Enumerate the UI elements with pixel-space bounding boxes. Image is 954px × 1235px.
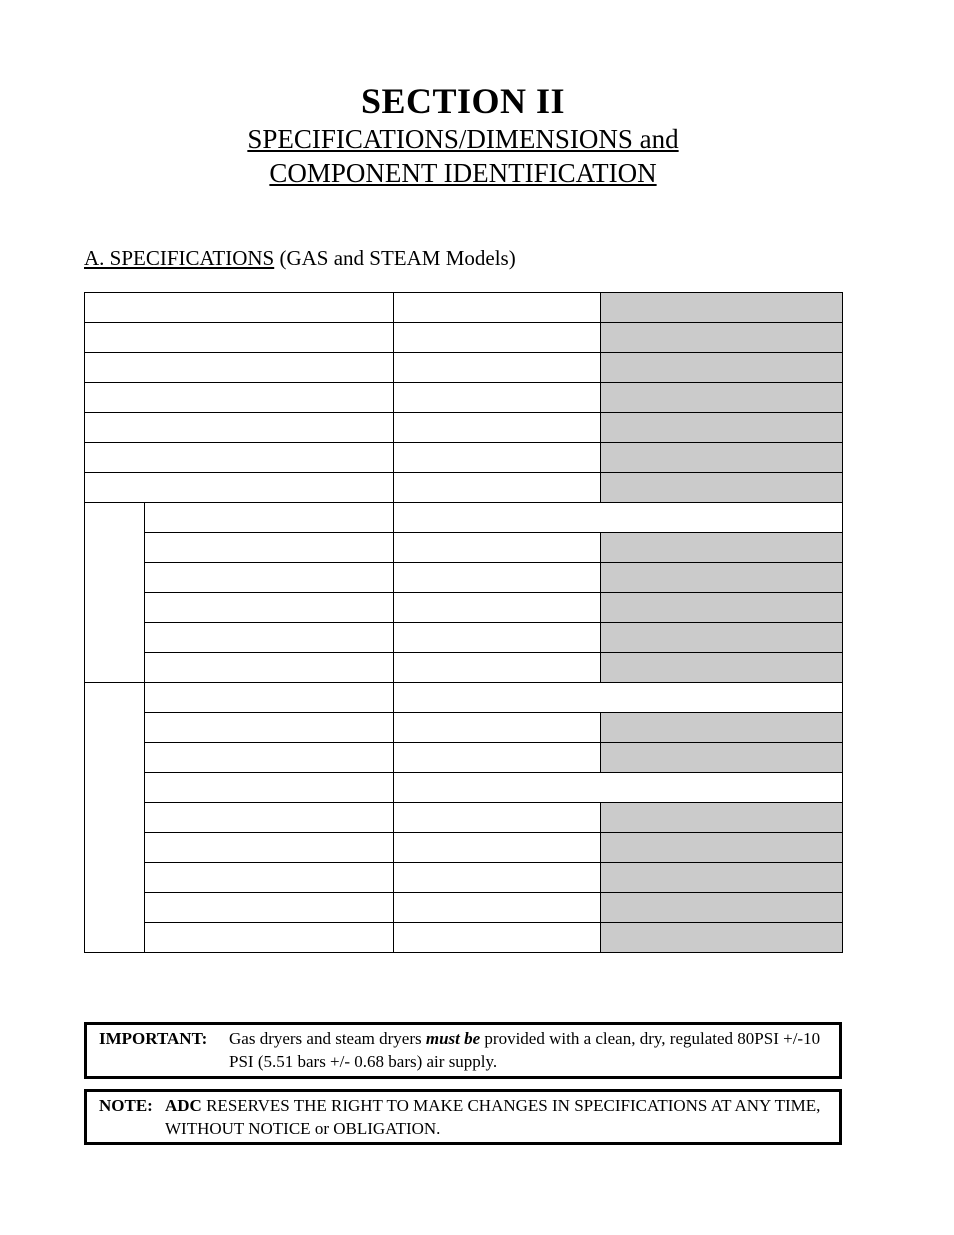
spec-label-cell — [144, 892, 394, 923]
spec-value-cell — [393, 712, 601, 743]
spec-value-cell — [393, 892, 601, 923]
spec-shaded-cell — [600, 922, 843, 953]
spec-shaded-cell — [600, 742, 843, 773]
spec-shaded-cell — [600, 622, 843, 653]
group-label-cell — [84, 502, 145, 683]
spec-value-cell — [393, 802, 601, 833]
spec-label-cell — [144, 742, 394, 773]
spec-label-cell — [144, 502, 394, 533]
spec-shaded-cell — [600, 442, 843, 473]
spec-shaded-cell — [600, 562, 843, 593]
spec-shaded-cell — [600, 322, 843, 353]
spec-value-cell — [393, 532, 601, 563]
spec-label-cell — [144, 562, 394, 593]
spec-label-cell — [144, 832, 394, 863]
spec-merged-cell — [393, 682, 843, 713]
spec-label-cell — [144, 652, 394, 683]
spec-value-cell — [393, 442, 601, 473]
spec-value-cell — [393, 292, 601, 323]
note-text: ADC RESERVES THE RIGHT TO MAKE CHANGES IN SPECIFICATIONS AT ANY TIME, WITHOUT NOTICE or OBLIGATION. — [165, 1096, 821, 1138]
spec-value-cell — [393, 922, 601, 953]
subtitle-line-1: SPECIFICATIONS/DIMENSIONS and — [247, 124, 679, 154]
spec-shaded-cell — [600, 862, 843, 893]
spec-label-cell — [144, 772, 394, 803]
spec-label-cell — [144, 862, 394, 893]
important-label: IMPORTANT: — [99, 1029, 208, 1048]
spec-value-cell — [393, 382, 601, 413]
spec-label-cell — [84, 292, 394, 323]
spec-label-cell — [84, 442, 394, 473]
spec-value-cell — [393, 322, 601, 353]
spec-shaded-cell — [600, 592, 843, 623]
section-title: SECTION II — [360, 81, 566, 121]
spec-value-cell — [393, 652, 601, 683]
spec-shaded-cell — [600, 382, 843, 413]
subtitle-line-2: COMPONENT IDENTIFICATION — [269, 158, 657, 188]
note-label: NOTE: — [99, 1096, 153, 1115]
spec-value-cell — [393, 592, 601, 623]
spec-shaded-cell — [600, 472, 843, 503]
spec-shaded-cell — [600, 832, 843, 863]
spec-value-cell — [393, 562, 601, 593]
spec-value-cell — [393, 832, 601, 863]
spec-label-cell — [84, 352, 394, 383]
specifications-table — [84, 292, 842, 958]
spec-shaded-cell — [600, 892, 843, 923]
spec-shaded-cell — [600, 652, 843, 683]
spec-value-cell — [393, 352, 601, 383]
spec-label-cell — [144, 802, 394, 833]
spec-shaded-cell — [600, 712, 843, 743]
spec-merged-cell — [393, 502, 843, 533]
important-notice — [84, 1022, 842, 1079]
spec-label-cell — [84, 412, 394, 443]
spec-value-cell — [393, 412, 601, 443]
spec-shaded-cell — [600, 412, 843, 443]
spec-label-cell — [144, 532, 394, 563]
spec-value-cell — [393, 472, 601, 503]
spec-shaded-cell — [600, 292, 843, 323]
specifications-heading: A. SPECIFICATIONS (GAS and STEAM Models) — [84, 246, 516, 270]
spec-label-cell — [144, 922, 394, 953]
spec-shaded-cell — [600, 352, 843, 383]
spec-label-cell — [144, 592, 394, 623]
spec-label-cell — [84, 472, 394, 503]
important-text: Gas dryers and steam dryers must be provided with a clean, dry, regulated 80PSI +/-10 PSI (5.51 bars +/- 0.68 bars) air supply. — [229, 1029, 821, 1071]
spec-label-cell — [144, 622, 394, 653]
spec-value-cell — [393, 742, 601, 773]
group-label-cell — [84, 682, 145, 953]
spec-label-cell — [84, 322, 394, 353]
spec-shaded-cell — [600, 532, 843, 563]
note-notice — [84, 1089, 842, 1145]
spec-shaded-cell — [600, 802, 843, 833]
spec-merged-cell — [393, 772, 843, 803]
spec-label-cell — [144, 712, 394, 743]
spec-label-cell — [84, 382, 394, 413]
spec-value-cell — [393, 622, 601, 653]
spec-label-cell — [144, 682, 394, 713]
spec-value-cell — [393, 862, 601, 893]
